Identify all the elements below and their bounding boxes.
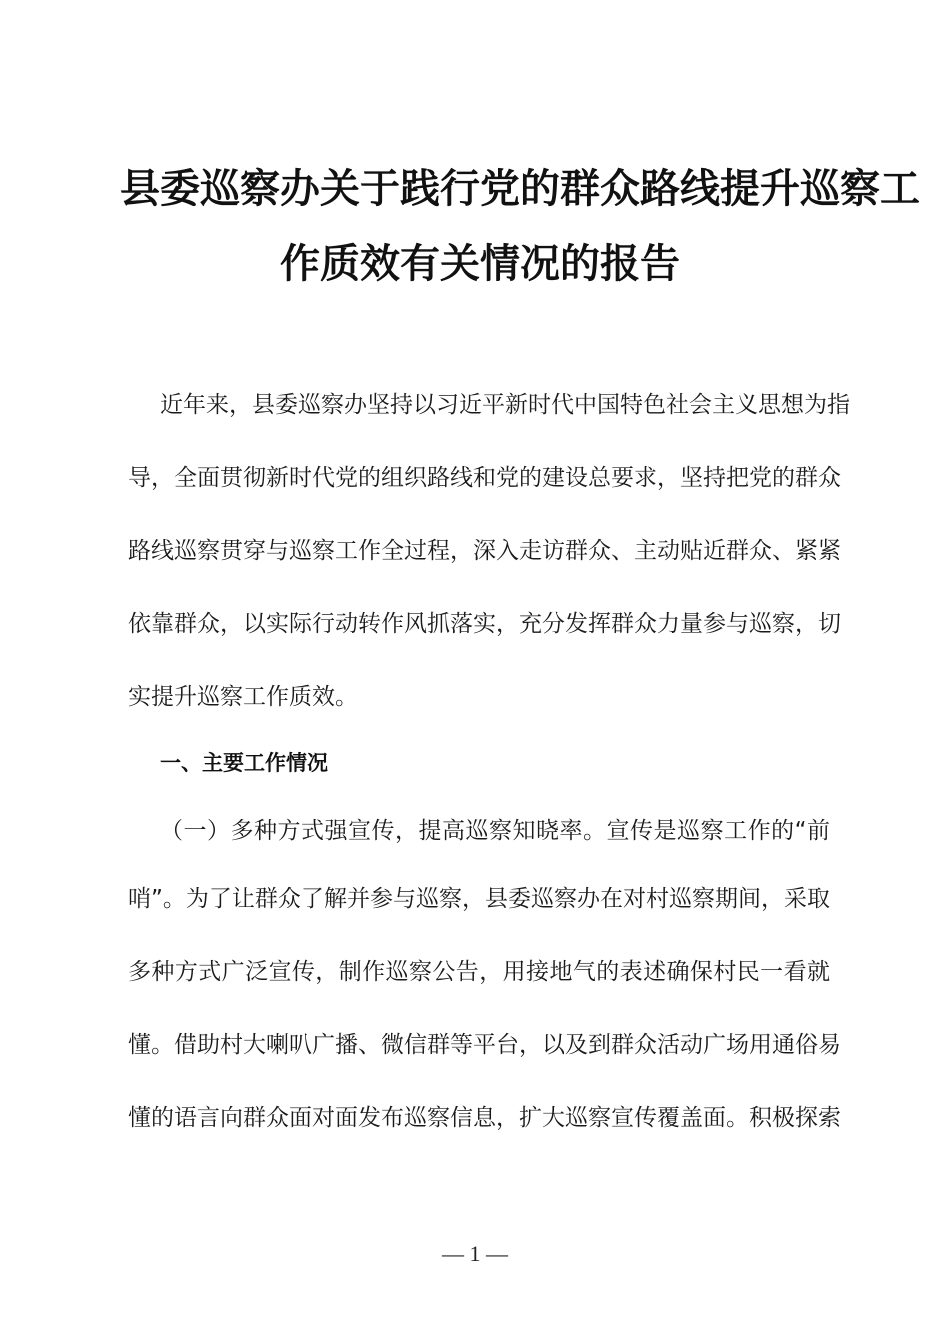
body-line: 路线巡察贯穿与巡察工作全过程，深入走访群众、主动贴近群众、紧紧 (128, 538, 841, 564)
body-line: 实提升巡察工作质效。 (128, 684, 358, 710)
section-line: 多种方式广泛宣传，制作巡察公告，用接地气的表述确保村民一看就 (128, 959, 830, 985)
body-line: 近年来，县委巡察办坚持以习近平新时代中国特色社会主义思想为指 (160, 392, 850, 418)
body-line: 依靠群众，以实际行动转作风抓落实，充分发挥群众力量参与巡察，切 (128, 611, 841, 637)
section-line: 懂。借助村大喇叭广播、微信群等平台，以及到群众活动广场用通俗易 (128, 1032, 841, 1058)
section-line: （一）多种方式强宣传，提高巡察知晓率。宣传是巡察工作的“前 (160, 818, 830, 844)
document-title-line-2: 作质效有关情况的报告 (280, 240, 680, 287)
body-line: 导，全面贯彻新时代党的组织路线和党的建设总要求，坚持把党的群众 (128, 465, 841, 491)
section-line: 哨”。为了让群众了解并参与巡察，县委巡察办在对村巡察期间，采取 (128, 886, 830, 912)
section-heading: 一、主要工作情况 (160, 751, 328, 775)
section-line: 懂的语言向群众面对面发布巡察信息，扩大巡察宣传覆盖面。积极探索 (128, 1105, 841, 1131)
page-number: — 1 — (442, 1241, 508, 1266)
document-title-line-1: 县委巡察办关于践行党的群众路线提升巡察工 (120, 165, 920, 212)
